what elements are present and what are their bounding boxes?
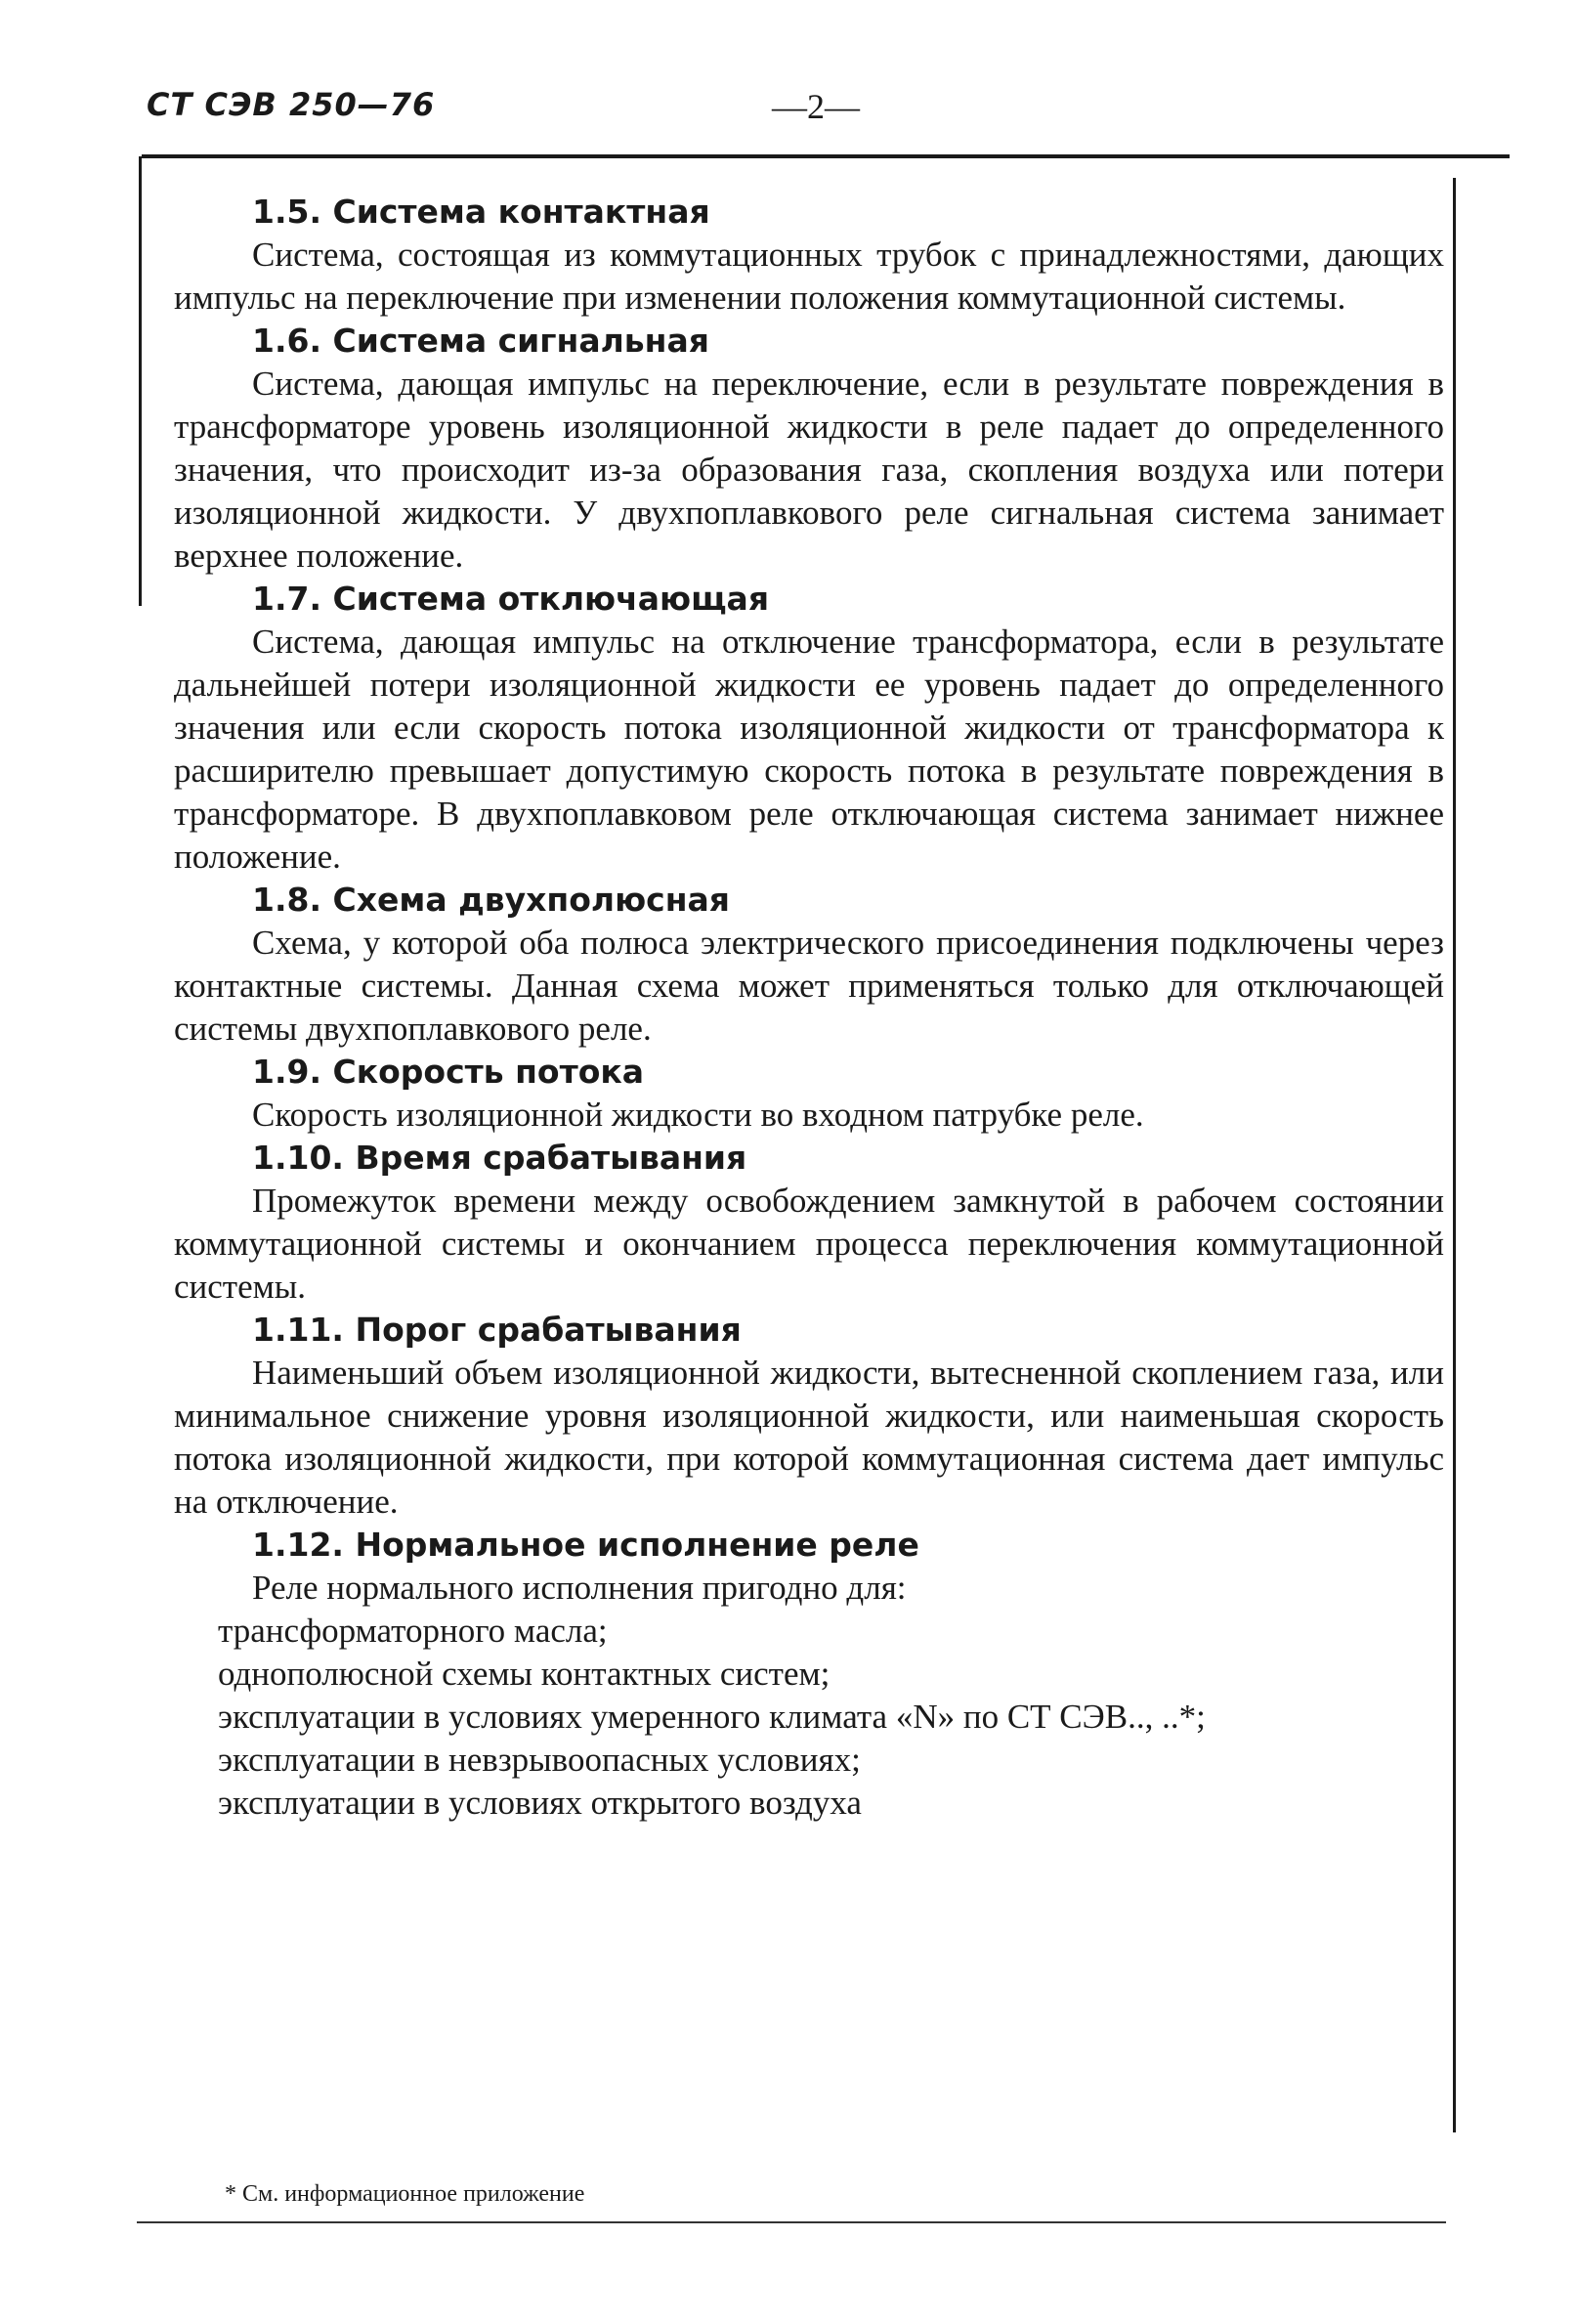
- section-heading: 1.6. Система сигнальная: [252, 322, 709, 360]
- list-item: эксплуатации в невзрывоопасных условиях;: [218, 1741, 861, 1779]
- document-body: [174, 191, 1444, 1825]
- section-1-6: [174, 320, 1444, 578]
- section-1-7: [174, 578, 1444, 879]
- list-item: трансформаторного масла;: [218, 1612, 608, 1650]
- page-number: —2—: [772, 87, 860, 126]
- section-1-10: [174, 1137, 1444, 1309]
- section-1-12: [174, 1524, 1444, 1825]
- section-text: Система, дающая импульс на отключение трансформатора, если в результате дальнейшей потери изоляционной жидкости ее уровень падает до определенного значения или если скорость потока изоляционной жидкости от трансформатора к расширителю превышает допустимую скорость потока в результате повреждения в трансформаторе. В двухпоплавковом реле отключающая система занимает нижнее положение.: [174, 623, 1444, 876]
- right-rule: [1453, 178, 1456, 2132]
- page-header: [147, 86, 1514, 125]
- list-item: эксплуатации в условиях открытого воздуха: [218, 1784, 862, 1822]
- standard-code: СТ СЭВ 250—76: [147, 86, 436, 123]
- left-rule: [139, 156, 142, 606]
- section-text: Скорость изоляционной жидкости во входном патрубке реле.: [252, 1096, 1144, 1134]
- section-text: Реле нормального исполнения пригодно для:: [252, 1569, 907, 1607]
- section-heading: 1.8. Схема двухполюсная: [252, 881, 730, 919]
- suitability-list: [174, 1610, 1444, 1825]
- section-heading: 1.10. Время срабатывания: [252, 1139, 747, 1177]
- bottom-rule: [137, 2221, 1446, 2223]
- section-heading: 1.5. Система контактная: [252, 193, 710, 231]
- section-text: Система, состоящая из коммутационных трубок с принадлежностями, дающих импульс на переключение при изменении положения коммутационной системы.: [174, 236, 1444, 317]
- list-item: эксплуатации в условиях умеренного климата «N» по СТ СЭВ.., ..*;: [218, 1698, 1206, 1736]
- section-heading: 1.11. Порог срабатывания: [252, 1311, 742, 1349]
- section-1-8: [174, 879, 1444, 1051]
- list-item: однополюсной схемы контактных систем;: [218, 1655, 831, 1693]
- section-1-9: [174, 1051, 1444, 1137]
- section-text: Промежуток времени между освобождением замкнутой в рабочем состоянии коммутационной системы и окончанием процесса переключения коммутационной системы.: [174, 1182, 1444, 1306]
- section-text: Система, дающая импульс на переключение, если в результате повреждения в трансформаторе уровень изоляционной жидкости в реле падает до определенного значения, что происходит из-за образования газа, скопления воздуха или потери изоляционной жидкости. У двухпоплавкового реле сигнальная система занимает верхнее положение.: [174, 365, 1444, 575]
- section-text: Наименьший объем изоляционной жидкости, вытесненной скоплением газа, или минимальное снижение уровня изоляционной жидкости, или наименьшая скорость потока изоляционной жидкости, при которой коммутационная система дает импульс на отключение.: [174, 1354, 1444, 1521]
- section-heading: 1.7. Система отключающая: [252, 580, 770, 618]
- section-heading: 1.9. Скорость потока: [252, 1053, 645, 1091]
- section-1-11: [174, 1309, 1444, 1524]
- footnote: * См. информационное приложение: [225, 2181, 585, 2207]
- section-text: Схема, у которой оба полюса электрического присоединения подключены через контактные системы. Данная схема может применяться только для отключающей системы двухпоплавкового реле.: [174, 924, 1444, 1048]
- section-1-5: [174, 191, 1444, 320]
- section-heading: 1.12. Нормальное исполнение реле: [252, 1526, 919, 1564]
- top-rule: [142, 154, 1510, 158]
